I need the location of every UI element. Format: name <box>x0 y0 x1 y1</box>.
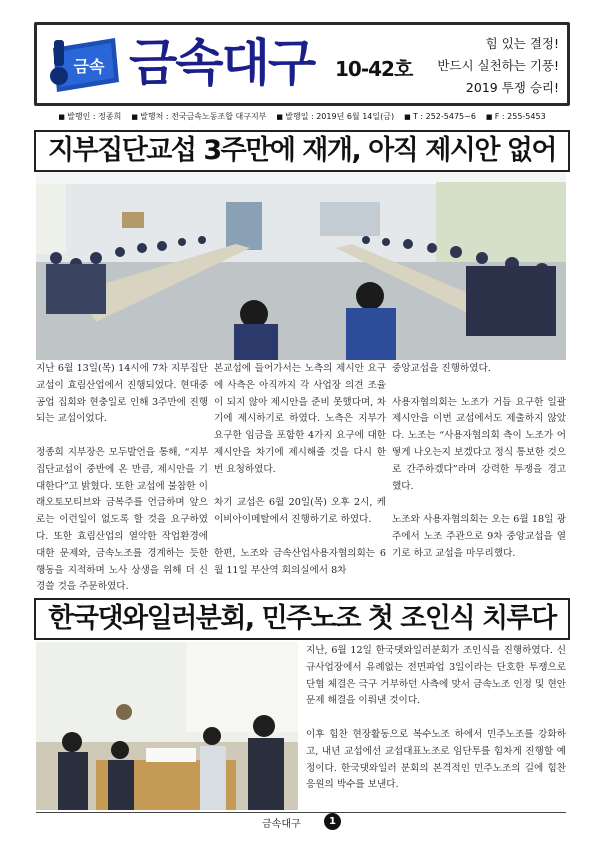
office: ■ 발행처 : 전국금속노동조합 대구지부 <box>131 111 266 122</box>
slogan-3: 2019 투쟁 승리! <box>465 80 559 95</box>
telephone: ■ T : 252-5475~6 <box>404 112 476 121</box>
slogans <box>437 33 559 99</box>
paragraph: 사용자협의회는 노조가 거듭 요구한 일괄제시안을 이번 교섭에서도 제출하지 않았다. 노조는 “사용자협의회 측이 노조가 어떻게 나오는지 보겠다고 정식 통보한 것으로 간주하겠다”라며 강력한 투쟁을 경고했다. <box>392 396 566 492</box>
paragraph: 정종희 지부장은 모두발언을 통해, “지부집단교섭이 중반에 온 만큼, 제시안을 기대한다”고 밝혔다. 또한 교섭에 불참한 이래오토모티브와 금복주를 언급하며 앞으로는 이런일이 없도록 할 것을 요구하였다. 또한 효림산업의 열악한 작업환경에 대한 문제와, 금속노조를 경계하는 듯한 행동을 지적하며 노사 상생을 위해 더 신경쓸 것을 주문하였다. <box>36 446 208 593</box>
publication-info <box>34 108 570 124</box>
union-logo <box>45 32 123 96</box>
paragraph: 한편, 노조와 금속산업사용자협의회는 6월 11일 부산역 회의실에서 8차 <box>214 547 386 576</box>
paragraph: 차기 교섭은 6월 20일(목) 오후 2시, 케이비아이메탈에서 진행하기로 하였다. <box>214 497 386 526</box>
article1-column-2 <box>214 361 386 596</box>
footer <box>36 812 566 828</box>
footer-label: 금속대구 <box>262 819 301 830</box>
slogan-1: 힘 있는 결정! <box>485 36 559 51</box>
article1-headline: 지부집단교섭 3주만에 재개, 아직 제시안 없어 <box>34 130 570 172</box>
issue-number: 10-42호 <box>335 57 413 81</box>
paragraph: 지난, 6월 12일 한국댓와일러분회가 조인식을 진행하였다. 신규사업장에서 유례없는 전면파업 3일이라는 단호한 투쟁으로 단협 체결은 극구 거부하던 사측에 맞서 금속노조 인정 및 현안문제 해결을 이뤄낸 것이다. <box>306 645 566 707</box>
paragraph: 본교섭에 들어가서는 노측의 제시안 요구에 사측은 아직까지 각 사업장 의견 조율이 되지 않아 제시안을 준비 못했다며, 차기에 제시하기로 하였다. 노측은 지부가 요구한 임금을 포함한 4가지 요구에 대한 제시안을 차기에 제시해줄 것을 다시 한번 요청하였다. <box>214 363 386 475</box>
publisher: ■ 발행인 : 정종희 <box>58 111 121 122</box>
signing-ceremony-photo <box>36 642 298 810</box>
newsletter-title: 금속대구 <box>129 34 315 92</box>
meeting-photo <box>36 172 566 360</box>
page-number: 1 <box>324 813 341 830</box>
paragraph: 노조와 사용자협의회는 오는 6월 18일 광주에서 노조 주관으로 9차 중앙교섭을 열기로 하고 교섭을 마무리했다. <box>392 514 566 559</box>
paragraph: 중앙교섭을 진행하였다. <box>392 363 491 374</box>
logo-text: 금속 <box>73 57 105 76</box>
article2-headline: 한국댓와일러분회, 민주노조 첫 조인식 치루다 <box>34 598 570 640</box>
article1-column-1 <box>36 361 208 613</box>
slogan-2: 반드시 실천하는 기풍! <box>437 58 559 73</box>
paragraph: 이후 힘찬 현장활동으로 복수노조 하에서 민주노조를 강화하고, 내년 교섭에선 교섭대표노조로 임단투를 힘차게 진행할 예정이다. 한국댓와일러 분회의 본격적인 민주노조의 길에 힘찬 응원의 박수를 보낸다. <box>306 728 566 791</box>
publish-date: ■ 발행일 : 2019년 6월 14일(금) <box>276 111 394 122</box>
masthead <box>34 22 570 106</box>
article2-body <box>306 643 566 811</box>
article1-column-3 <box>392 361 566 579</box>
paragraph: 지난 6월 13일(목) 14시에 7차 지부집단교섭이 효림산업에서 진행되었다. 현대중공업 집회와 현충일로 인해 3주만에 진행되는 교섭이었다. <box>36 363 208 425</box>
fax: ■ F : 255-5453 <box>486 112 546 121</box>
